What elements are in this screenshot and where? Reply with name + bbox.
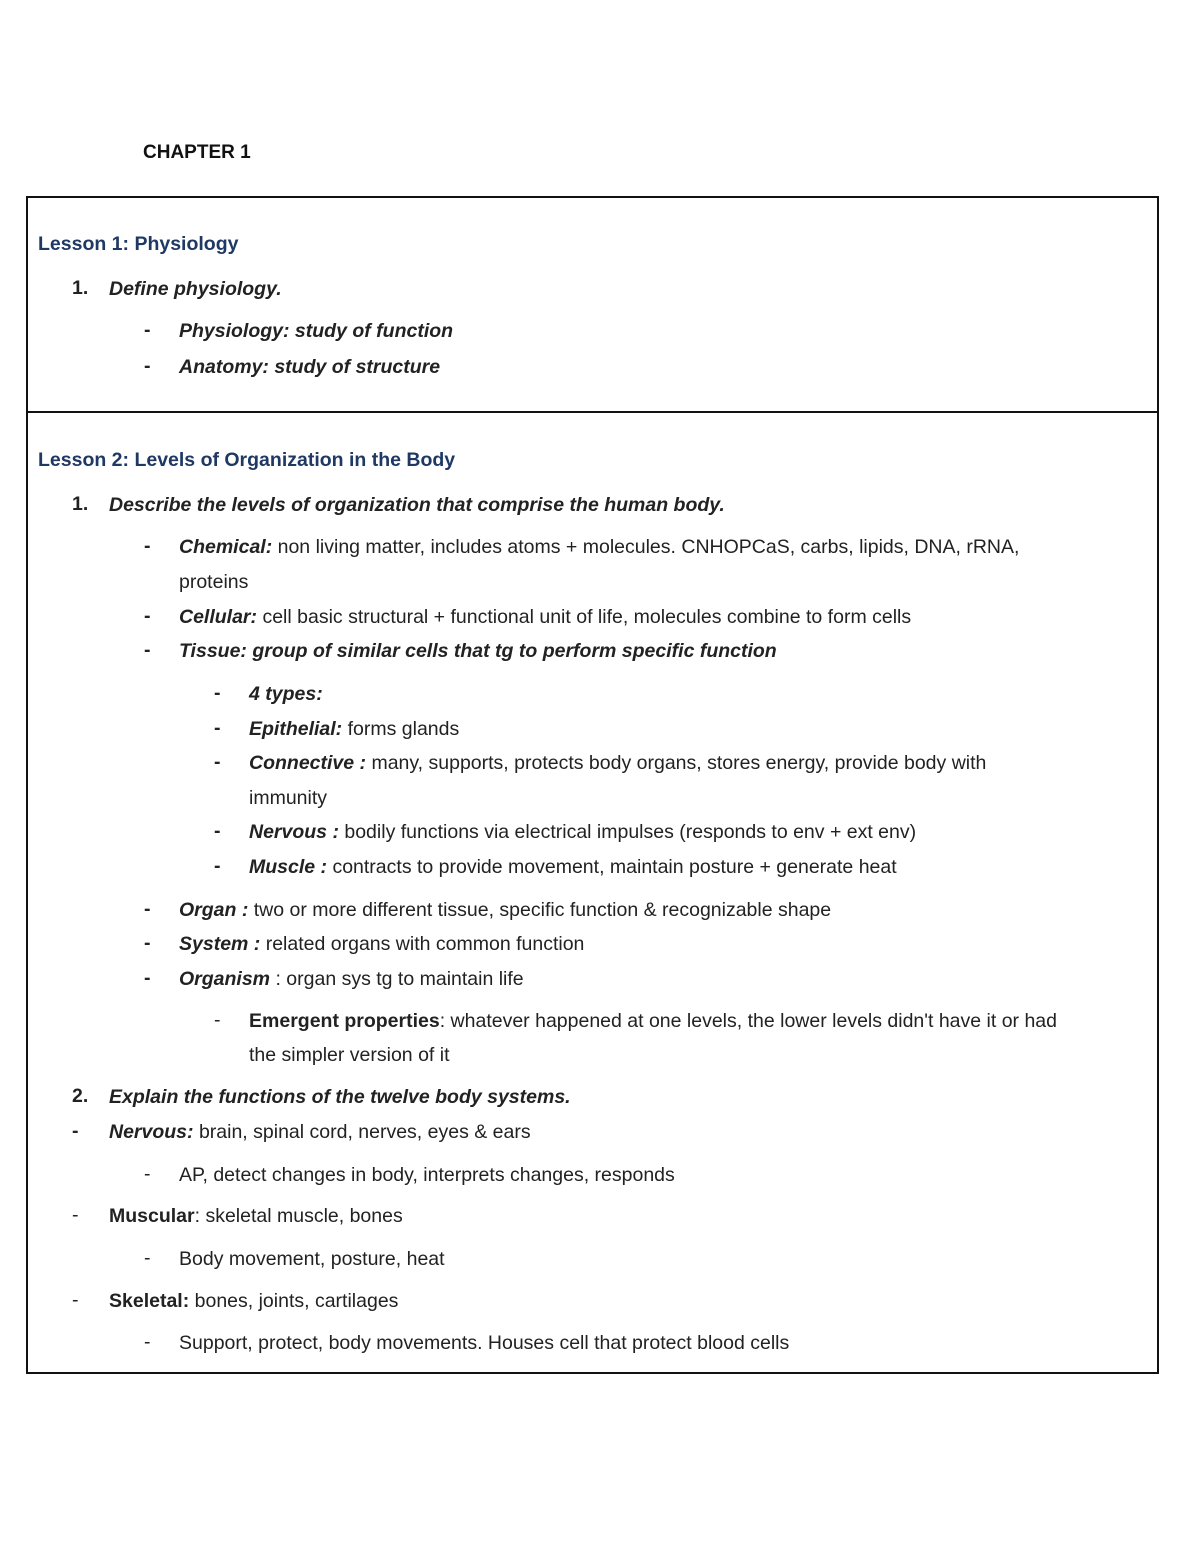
bullet-dash: - — [144, 967, 151, 989]
chapter-title: CHAPTER 1 — [143, 142, 251, 163]
list-item-organ — [179, 898, 831, 922]
bullet-dash: - — [144, 1331, 151, 1353]
lesson-1-box — [26, 196, 1159, 413]
bullet-dash: - — [72, 1204, 79, 1226]
bullet-dash: - — [214, 682, 221, 704]
term: Chemical: — [179, 536, 273, 558]
bullet-dash: - — [144, 639, 151, 661]
system-nervous — [109, 1120, 531, 1144]
definition: : skeletal muscle, bones — [194, 1205, 403, 1227]
bullet-dash: - — [72, 1120, 79, 1142]
system-muscular — [109, 1204, 403, 1228]
definition: related organs with common function — [260, 933, 585, 955]
question-number: 2. — [72, 1085, 89, 1107]
lesson-2-title: Lesson 2: Levels of Organization in the Body — [38, 449, 456, 471]
system-function: Support, protect, body movements. Houses cell that protect blood cells — [179, 1332, 790, 1354]
list-item-system — [179, 932, 584, 956]
system-function: AP, detect changes in body, interprets changes, responds — [179, 1164, 675, 1186]
definition: cell basic structural + functional unit of life, molecules combine to form cells — [257, 606, 912, 628]
definition: many, supports, protects body organs, stores energy, provide body with — [366, 752, 987, 774]
bullet-dash: - — [144, 355, 151, 377]
sub-item-epithelial — [249, 717, 459, 741]
definition: : organ sys tg to maintain life — [270, 968, 524, 990]
term: System : — [179, 933, 261, 955]
list-item-cellular — [179, 605, 911, 629]
definition: : whatever happened at one levels, the lower levels didn't have it or had — [439, 1010, 1057, 1032]
bullet-dash: - — [214, 717, 221, 739]
definition: contracts to provide movement, maintain posture + generate heat — [327, 856, 897, 878]
list-item-chemical — [179, 535, 1019, 559]
term: Muscle : — [249, 856, 328, 878]
sub-item-emergent — [249, 1009, 1057, 1033]
lesson-1-title: Lesson 1: Physiology — [38, 233, 239, 255]
bullet-dash: - — [214, 855, 221, 877]
term: Emergent properties — [249, 1010, 440, 1032]
list-item-organism — [179, 967, 524, 991]
term: Skeletal: — [109, 1290, 190, 1312]
definition: bodily functions via electrical impulses (responds to env + ext env) — [338, 821, 917, 843]
list-item-continuation: proteins — [179, 571, 249, 593]
term: Muscular — [109, 1205, 195, 1227]
bullet-dash: - — [144, 605, 151, 627]
term: Nervous: — [109, 1121, 194, 1143]
term: Epithelial: — [249, 718, 343, 740]
bullet-dash: - — [214, 820, 221, 842]
term: Organ : — [179, 899, 249, 921]
list-item: Physiology: study of function — [179, 320, 454, 342]
bullet-dash: - — [144, 898, 151, 920]
question-number: 1. — [72, 277, 89, 299]
system-function: Body movement, posture, heat — [179, 1248, 445, 1270]
system-skeletal — [109, 1289, 398, 1313]
definition: two or more different tissue, specific function & recognizable shape — [248, 899, 832, 921]
bullet-dash: - — [144, 535, 151, 557]
question-text: Explain the functions of the twelve body systems. — [109, 1086, 571, 1108]
list-item-tissue: Tissue: group of similar cells that tg to perform specific function — [179, 640, 777, 662]
sub-item-continuation: the simpler version of it — [249, 1044, 450, 1066]
bullet-dash: - — [214, 1009, 221, 1031]
bullet-dash: - — [144, 1247, 151, 1269]
bullet-dash: - — [144, 319, 151, 341]
term: Cellular: — [179, 606, 258, 628]
definition: non living matter, includes atoms + molecules. CNHOPCaS, carbs, lipids, DNA, rRNA, — [272, 536, 1020, 558]
bullet-dash: - — [72, 1289, 79, 1311]
bullet-dash: - — [214, 751, 221, 773]
sub-item-connective — [249, 751, 986, 775]
definition: bones, joints, cartilages — [189, 1290, 399, 1312]
term: Organism — [179, 968, 271, 990]
question-text: Define physiology. — [109, 278, 282, 300]
definition: brain, spinal cord, nerves, eyes & ears — [193, 1121, 531, 1143]
definition: forms glands — [342, 718, 460, 740]
list-item: Anatomy: study of structure — [179, 356, 441, 378]
sub-item-muscle — [249, 855, 897, 879]
sub-item-continuation: immunity — [249, 787, 328, 809]
question-text: Describe the levels of organization that comprise the human body. — [109, 494, 725, 516]
term: Connective : — [249, 752, 367, 774]
bullet-dash: - — [144, 1163, 151, 1185]
term: Nervous : — [249, 821, 339, 843]
lesson-2-box — [26, 411, 1159, 1374]
sub-item-nervous-tissue — [249, 820, 916, 844]
question-number: 1. — [72, 493, 89, 515]
bullet-dash: - — [144, 932, 151, 954]
sub-item-four-types: 4 types: — [249, 683, 323, 705]
